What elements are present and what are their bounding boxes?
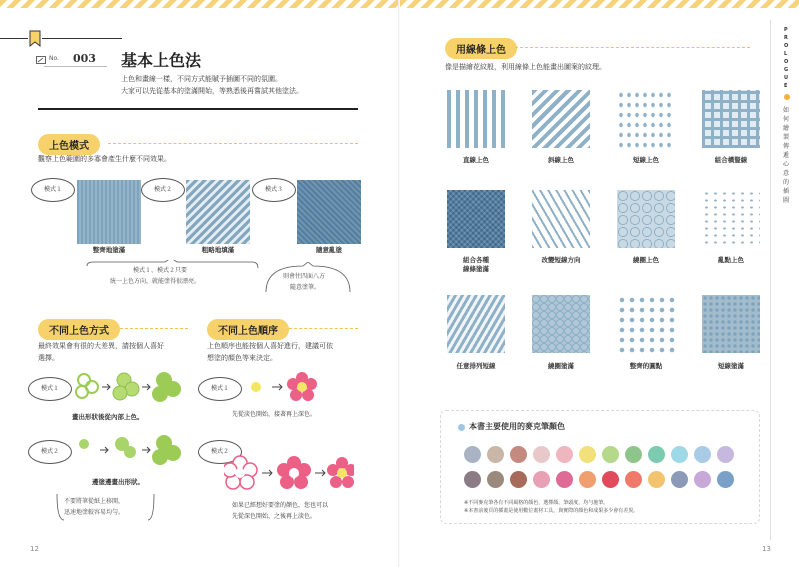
swatch-random-scribble [297, 180, 361, 244]
intro-line-1: 上色和畫線一樣，不同方式能賦予插圖不同的氛圍。 [121, 75, 282, 83]
palette-color-swatch [487, 471, 504, 488]
note-1-2-line-1: 模式１、模式２只要 [133, 267, 188, 274]
palette-color-swatch [648, 471, 665, 488]
right-page [400, 0, 799, 567]
palette-color-swatch [510, 446, 527, 463]
section-line-coloring-heading: 用線條上色 [445, 38, 517, 59]
palette-color-swatch [533, 446, 550, 463]
title-rule [38, 108, 358, 110]
palette-color-swatch [717, 446, 734, 463]
order-2-caption-line-2: 先從深色開始，之後再上淡色。 [232, 513, 317, 520]
flower-light-then-dark [244, 370, 324, 404]
intro-line-2: 大家可以先從基本的塗滿開始，等熟悉後再嘗試其他塗法。 [121, 87, 303, 95]
side-prologue: PROLOGUE [784, 27, 792, 89]
method-1-bubble: 模式１ [28, 377, 72, 401]
section-coloring-modes-heading: 上色模式 [38, 134, 100, 155]
palette-color-swatch [556, 446, 573, 463]
palette-color-swatch [602, 446, 619, 463]
section-divider [515, 47, 750, 48]
section-divider [289, 328, 358, 329]
method-note-line-2: 迅速地塗較容易均勻。 [64, 509, 125, 516]
swatch-even-fill [77, 180, 141, 244]
palette-color-swatch [602, 471, 619, 488]
footnote-2: ※本書前後頁的插畫是使用數位畫材工具，與實際的顏色和成果多少會有差異。 [464, 508, 639, 514]
palette-color-swatch [464, 471, 481, 488]
order-1-bubble: 模式１ [198, 377, 242, 401]
flower-steps-fill-while-drawing [72, 432, 182, 468]
no-label: No. [49, 55, 59, 62]
palette-color-swatch [579, 471, 596, 488]
note-bracket-method-2 [54, 490, 159, 524]
palette-color-swatch [464, 446, 481, 463]
swatch-caption: 直線上色 [463, 156, 489, 164]
side-rule [770, 20, 771, 540]
palette-color-swatch [510, 471, 527, 488]
section-methods-heading: 不同上色方式 [38, 319, 120, 340]
swatch-caption: 短線上色 [633, 156, 659, 164]
swatch-straight-lines [447, 90, 505, 148]
swatch-caption: 短線塗滿 [718, 362, 744, 370]
flower-dark-then-light [224, 455, 354, 495]
note-1-2-line-2: 統一上色方向，就能塗得很漂亮。 [110, 278, 201, 285]
method-2-bubble: 模式２ [28, 440, 72, 464]
section-order-desc-1: 上色順序也能按個人喜好進行，建議可依 [207, 342, 333, 350]
swatch-caption: 任意排列短線 [456, 362, 496, 370]
no-value: 003 [73, 52, 96, 65]
palette-color-swatch [671, 446, 688, 463]
palette-color-swatch [694, 446, 711, 463]
swatch-caption: 繞圈上色 [633, 256, 659, 264]
pattern-3-caption: 隨意亂塗 [316, 246, 342, 254]
swatch-short-lines [617, 90, 675, 148]
palette-color-swatch [625, 471, 642, 488]
swatch-random-dots [702, 190, 760, 248]
method-1-caption: 畫出形狀後從內部上色。 [72, 413, 144, 421]
bookmark-icon [28, 30, 42, 48]
no-underline [44, 66, 107, 67]
order-1-caption: 先從淡色開始，接著再上深色。 [232, 411, 317, 418]
swatch-short-line-directions [532, 190, 590, 248]
palette-color-swatch [579, 446, 596, 463]
palette-color-swatch [694, 471, 711, 488]
pattern-1-bubble: 模式１ [31, 178, 75, 202]
swatch-crosshatch [702, 90, 760, 148]
section-line-coloring-desc: 像是描繪花紋般，利用線條上色能畫出圖案的紋理。 [445, 63, 606, 71]
swatch-combined-lines [447, 190, 505, 248]
palette-title: 本書主要使用的麥克筆顏色 [469, 422, 565, 431]
swatch-circle-fill [532, 295, 590, 353]
side-chapter-text: 如何繪製傳遞心意的插圖 [783, 107, 790, 204]
note-3-line-2: 隨意塗筆。 [290, 284, 321, 291]
palette-color-swatch [533, 471, 550, 488]
method-2-caption: 邊塗邊畫出形狀。 [92, 478, 144, 486]
swatch-caption: 整齊的圓點 [629, 362, 663, 370]
palette-color-swatch [625, 446, 642, 463]
page-number-right: 13 [762, 545, 771, 553]
palette-color-swatch [671, 471, 688, 488]
swatch-caption: 斜線上色 [548, 156, 574, 164]
side-dot-icon [784, 94, 790, 100]
method-note-line-1: 不要將筆從紙上移開， [64, 498, 125, 505]
swatch-caption: 改變短線方向 [541, 256, 581, 264]
palette-bullet-icon [458, 424, 465, 431]
swatch-circles [617, 190, 675, 248]
pattern-2-caption: 粗略地填滿 [201, 246, 235, 254]
top-hatch-stripe [0, 0, 399, 8]
pattern-1-caption: 整齊地塗滿 [92, 246, 126, 254]
palette-color-swatch [717, 471, 734, 488]
section-order-heading: 不同上色順序 [207, 319, 289, 340]
section-divider [108, 143, 358, 144]
palette-color-swatch [487, 446, 504, 463]
header-rule-2 [42, 38, 122, 39]
top-hatch-stripe [400, 0, 799, 8]
note-3-line-1: 則會往四面八方 [283, 273, 326, 280]
footnote-1: ※不同麥克筆各有不同風格的顏色，選擇顏、筆頭度，均勻施筆。 [464, 500, 609, 506]
pattern-2-bubble: 模式２ [141, 178, 185, 202]
section-divider [120, 328, 188, 329]
page-number-left: 12 [30, 545, 39, 553]
section-coloring-modes-desc: 觀察上色範圍的多寡會產生什麼不同效果。 [38, 155, 171, 163]
section-methods-desc-2: 選擇。 [38, 354, 59, 362]
section-methods-desc-1: 最終效果會有很的大差異，請按個人喜好 [38, 342, 164, 350]
swatch-caption: 組合橫豎線 [714, 156, 748, 164]
swatch-random-short-lines [447, 295, 505, 353]
left-page [0, 0, 399, 567]
section-order-desc-2: 想塗的顏色等來決定。 [207, 354, 277, 362]
header-rule [0, 38, 28, 39]
pencil-icon [36, 56, 46, 64]
swatch-short-line-fill [702, 295, 760, 353]
swatch-rough-fill [186, 180, 250, 244]
swatch-caption: 亂點上色 [718, 256, 744, 264]
palette-color-swatch [556, 471, 573, 488]
order-2-bubble: 模式２ [198, 440, 242, 464]
swatch-diagonal-lines [532, 90, 590, 148]
order-2-caption-line-1: 如果已經想好要塗的顏色，您也可以 [232, 502, 329, 509]
swatch-neat-dots [617, 295, 675, 353]
swatch-caption: 組合各種 線條塗滿 [463, 256, 489, 273]
pattern-3-bubble: 模式３ [252, 178, 296, 202]
palette-color-swatch [648, 446, 665, 463]
page-title: 基本上色法 [121, 51, 202, 70]
flower-steps-outline-then-fill [72, 370, 182, 404]
swatch-caption: 繞圈塗滿 [548, 362, 574, 370]
